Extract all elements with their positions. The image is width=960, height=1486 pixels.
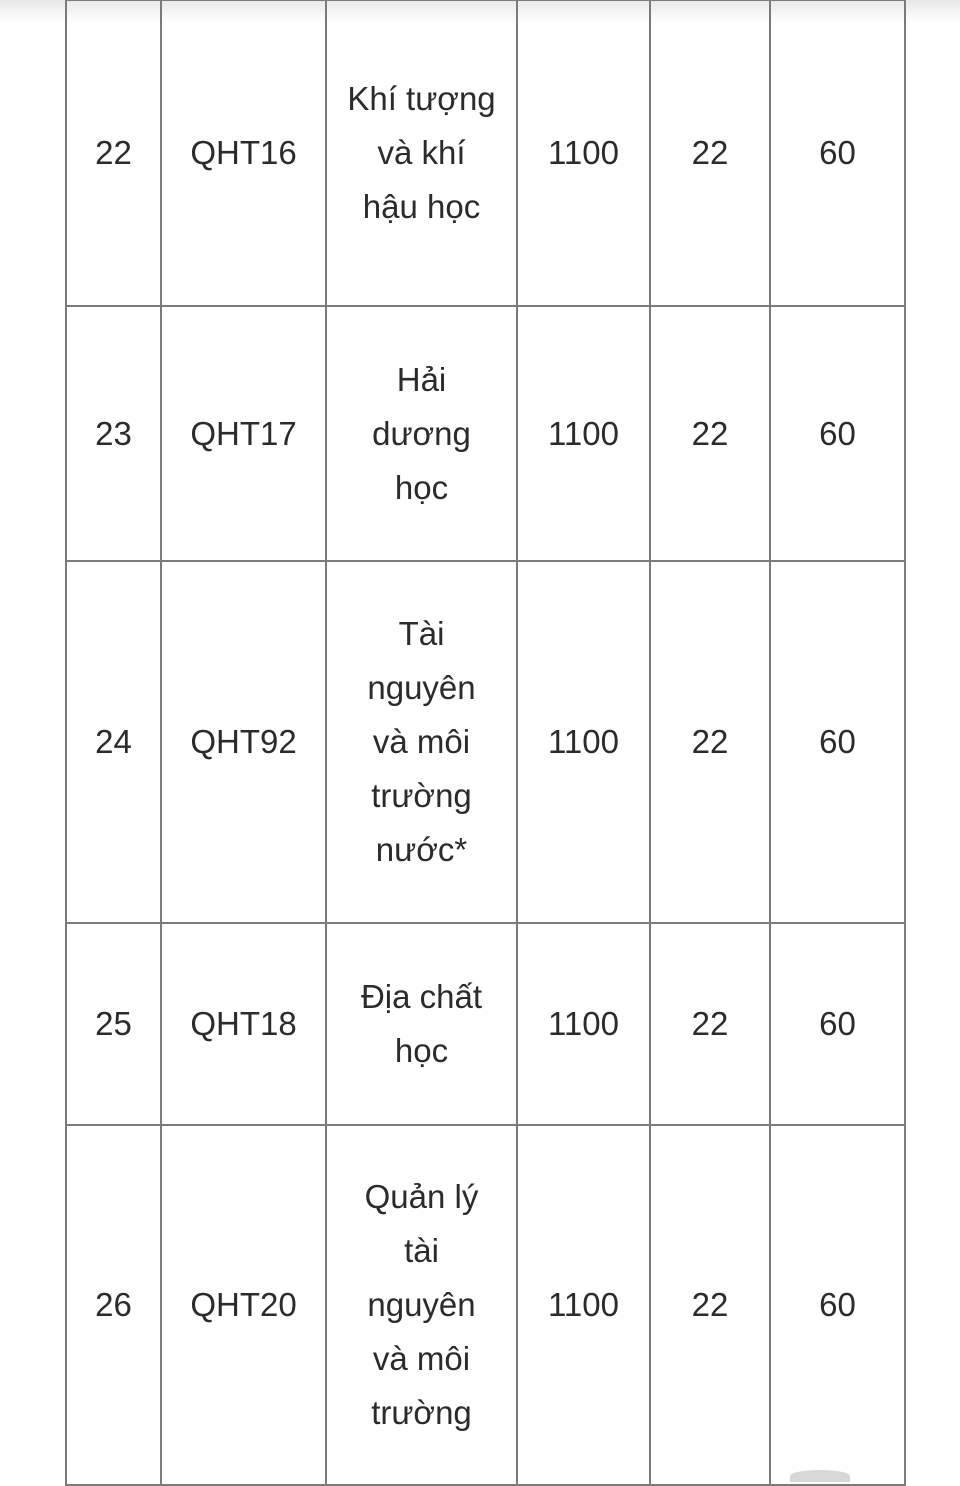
program-name-cell xyxy=(326,923,517,1125)
table-row xyxy=(66,923,905,1125)
score-cell: 1100 xyxy=(517,1125,650,1485)
quota-cell: 60 xyxy=(770,923,905,1125)
program-name-cell xyxy=(326,0,517,306)
table-row xyxy=(66,306,905,561)
program-name-cell xyxy=(326,306,517,561)
program-name-cell xyxy=(326,1125,517,1485)
program-name: Tài nguyên và môi trường nước* xyxy=(367,615,476,868)
min-score-cell: 22 xyxy=(650,1125,770,1485)
min-score-cell: 22 xyxy=(650,0,770,306)
score-cell: 1100 xyxy=(517,561,650,923)
table-row xyxy=(66,0,905,306)
score-cell: 1100 xyxy=(517,923,650,1125)
program-code-cell: QHT16 xyxy=(161,0,326,306)
table-row xyxy=(66,561,905,923)
score-cell: 1100 xyxy=(517,306,650,561)
page-curl-decoration xyxy=(790,1470,850,1482)
row-index-cell: 23 xyxy=(66,306,161,561)
program-name-cell xyxy=(326,561,517,923)
score-cell: 1100 xyxy=(517,0,650,306)
program-name: Khí tượng và khí hậu học xyxy=(347,80,496,225)
min-score-cell: 22 xyxy=(650,306,770,561)
program-name: Địa chất học xyxy=(360,978,483,1069)
admissions-table xyxy=(65,0,906,1486)
admissions-table-container xyxy=(65,0,906,1486)
min-score-cell: 22 xyxy=(650,923,770,1125)
quota-cell: 60 xyxy=(770,1125,905,1485)
program-code-cell: QHT17 xyxy=(161,306,326,561)
program-name: Hải dương học xyxy=(372,360,471,506)
program-code-cell: QHT20 xyxy=(161,1125,326,1485)
min-score-cell: 22 xyxy=(650,561,770,923)
row-index-cell: 25 xyxy=(66,923,161,1125)
row-index-cell: 24 xyxy=(66,561,161,923)
quota-cell: 60 xyxy=(770,0,905,306)
table-row xyxy=(66,1125,905,1485)
program-code-cell: QHT18 xyxy=(161,923,326,1125)
program-name: Quản lý tài nguyên và môi trường xyxy=(364,1178,479,1431)
row-index-cell: 26 xyxy=(66,1125,161,1485)
quota-cell: 60 xyxy=(770,306,905,561)
program-code-cell: QHT92 xyxy=(161,561,326,923)
row-index-cell: 22 xyxy=(66,0,161,306)
quota-cell: 60 xyxy=(770,561,905,923)
